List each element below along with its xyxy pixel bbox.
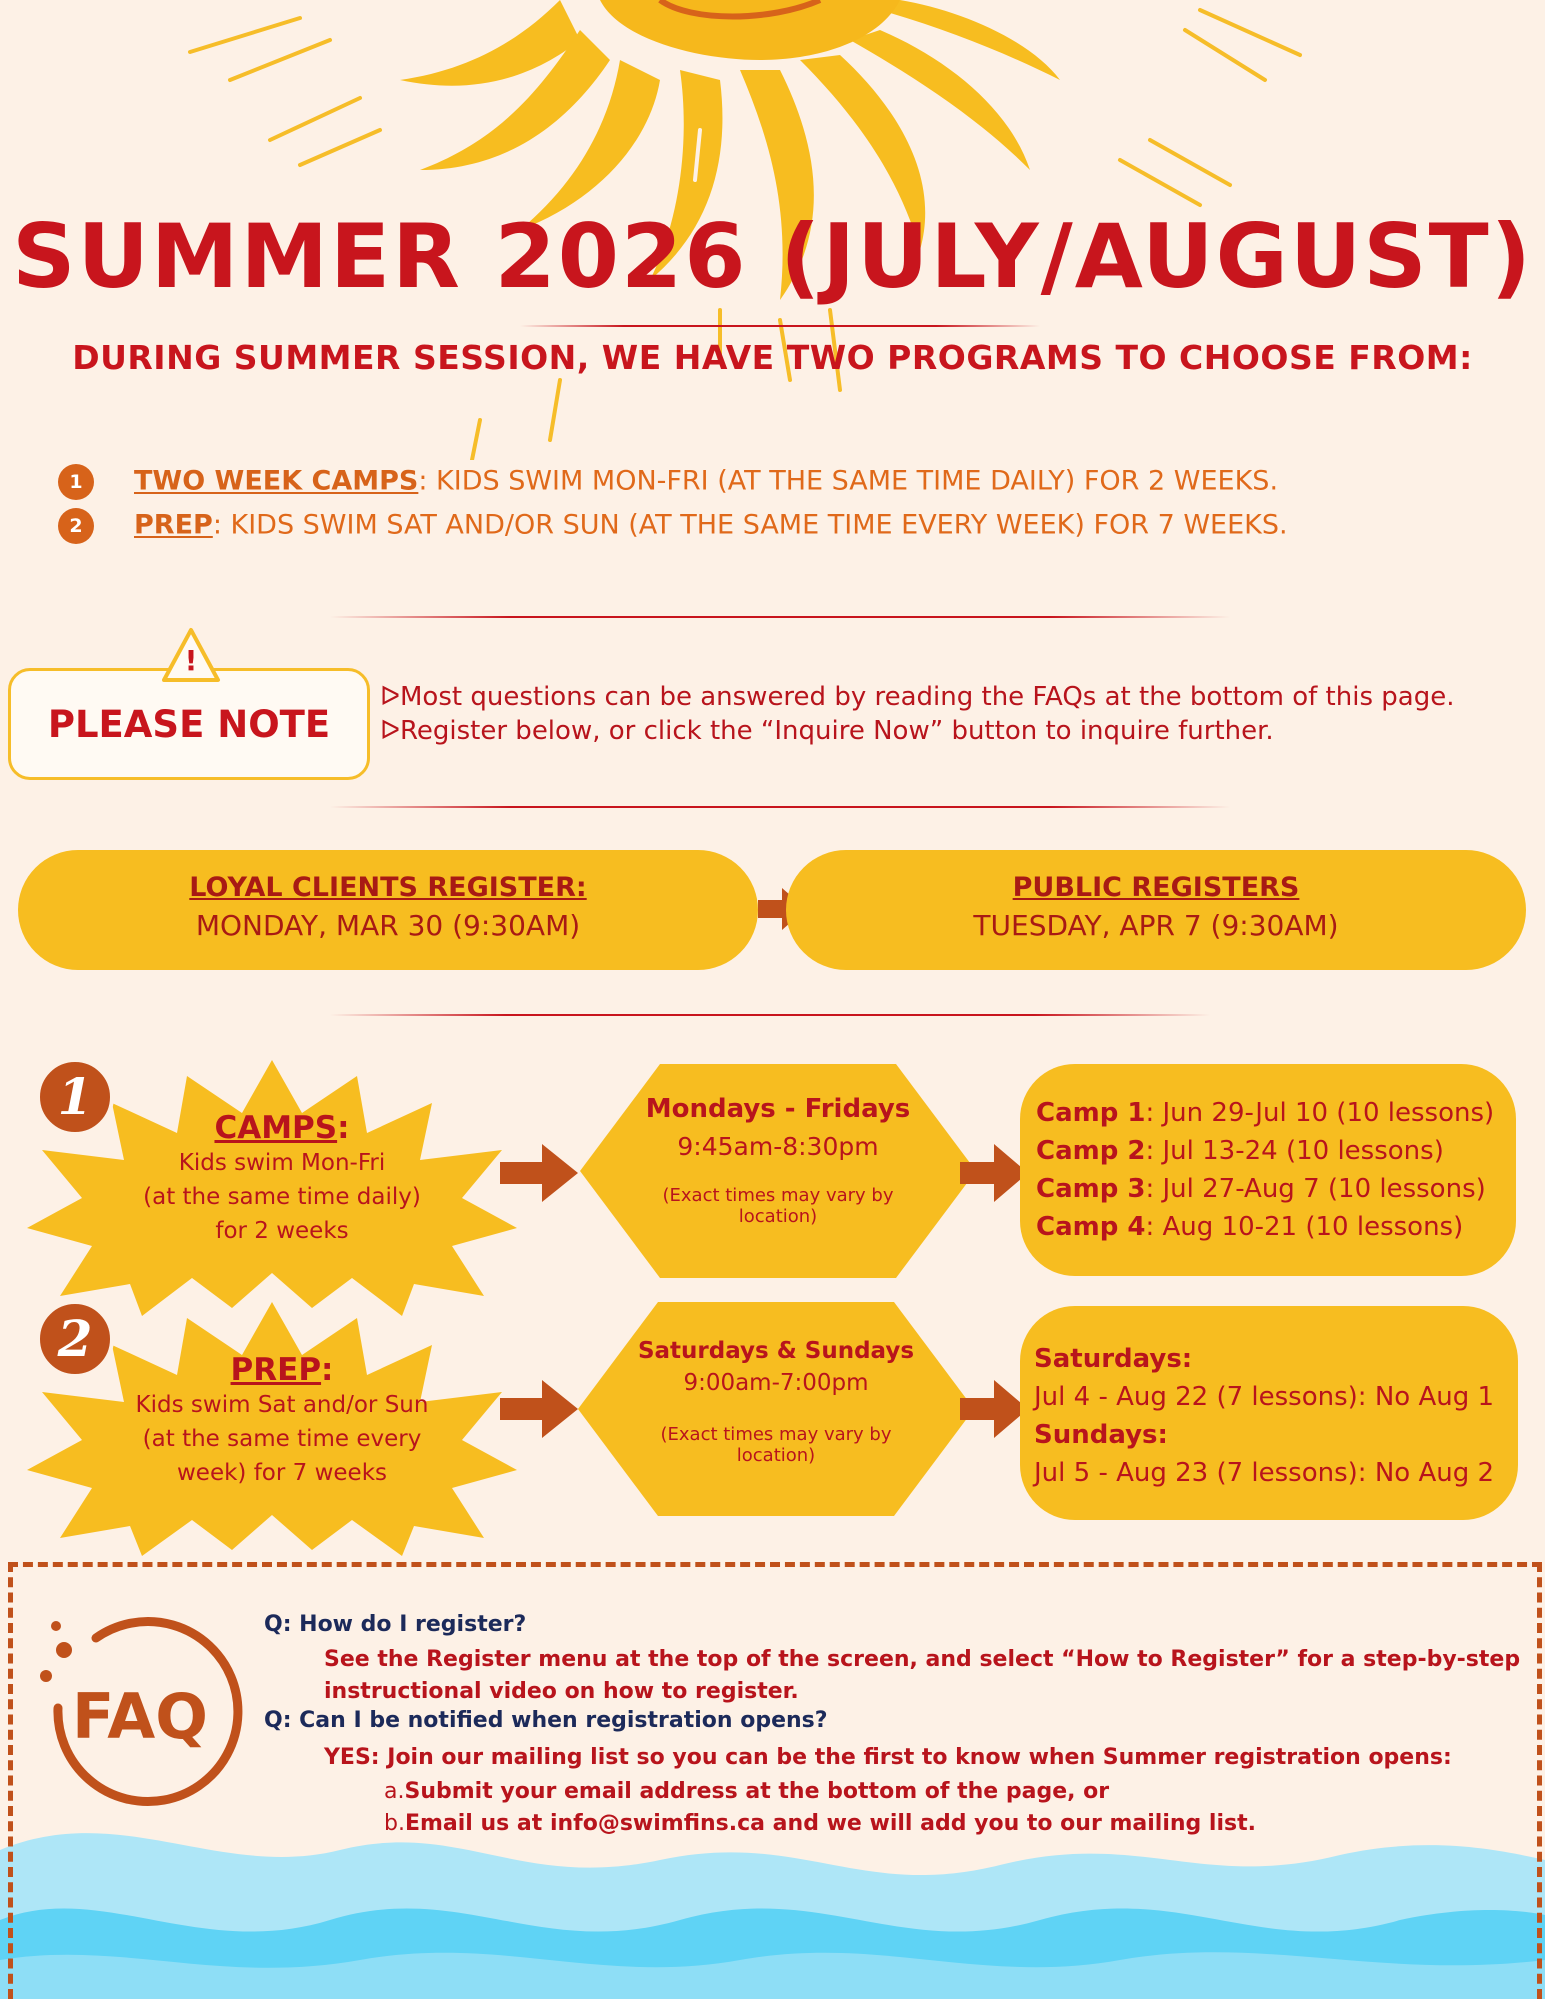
camp-session: Camp 1: Jun 29-Jul 10 (10 lessons)	[1036, 1098, 1495, 1128]
sundays-label: Sundays:	[1034, 1420, 1168, 1450]
camps-days: Mondays - Fridays	[645, 1094, 911, 1124]
camps-hours: 9:45am-8:30pm	[677, 1132, 879, 1161]
prep-hours: 9:00am-7:00pm	[683, 1370, 869, 1396]
faq-list-item: b.Email us at info@swimfins.ca and we will add you to our mailing list.	[384, 1811, 1256, 1836]
note-line: ᐅMost questions can be answered by reading the FAQs at the bottom of this page.	[380, 682, 1455, 712]
camps-schedule: Mondays - Fridays 9:45am-8:30pm (Exact times may vary by location)	[600, 1094, 956, 1227]
camp-session: Camp 2: Jul 13-24 (10 lessons)	[1036, 1136, 1444, 1166]
camps-title: CAMPS	[214, 1110, 338, 1146]
note-line: ᐅRegister below, or click the “Inquire Now” button to inquire further.	[380, 716, 1274, 746]
page-subtitle: DURING SUMMER SESSION, WE HAVE TWO PROGRAMS TO CHOOSE FROM:	[72, 338, 1473, 377]
prep-description: PREP: Kids swim Sat and/or Sun (at the same time every week) for 7 weeks	[135, 1352, 429, 1486]
section-divider	[330, 616, 1230, 618]
program-name: PREP	[134, 509, 213, 541]
faq-answer-notified: YES: Join our mailing list so you can be the first to know when Summer registration opens:	[324, 1745, 1452, 1770]
camps-description: CAMPS: Kids swim Mon-Fri (at the same time daily) for 2 weeks	[143, 1110, 421, 1244]
camps-sessions-box	[1020, 1064, 1516, 1276]
section-divider	[330, 806, 1230, 808]
program-item-prep	[58, 508, 1288, 544]
camps-caveat: (Exact times may vary by	[662, 1185, 894, 1206]
page-title: SUMMER 2026 (JULY/AUGUST)	[12, 205, 1533, 308]
program-desc: : KIDS SWIM MON-FRI (AT THE SAME TIME DAILY) FOR 2 WEEKS.	[418, 465, 1279, 497]
camps-number-badge: 1	[36, 1058, 114, 1136]
faq-question-register: Q: How do I register?	[264, 1612, 527, 1637]
public-register-heading: PUBLIC REGISTERS	[1012, 872, 1300, 903]
prep-title: PREP	[230, 1352, 322, 1388]
faq-list-item: a.Submit your email address at the bottom of the page, or	[384, 1779, 1110, 1804]
faq-badge	[20, 1598, 260, 1838]
warning-mark: !	[184, 644, 198, 677]
prep-sessions-box	[1020, 1306, 1518, 1520]
arrow-icon: ᐅ	[380, 682, 400, 712]
public-registers	[786, 850, 1526, 970]
camp-session: Camp 3: Jul 27-Aug 7 (10 lessons)	[1036, 1174, 1486, 1204]
program-name: TWO WEEK CAMPS	[134, 465, 419, 497]
public-register-date: TUESDAY, APR 7 (9:30AM)	[973, 909, 1339, 942]
faq-answer-list	[384, 1776, 1256, 1840]
title-divider	[520, 325, 1040, 327]
number-badge: 1	[58, 464, 94, 500]
prep-days: Saturdays & Sundays	[637, 1338, 915, 1364]
number-badge: 2	[58, 508, 94, 544]
faq-answer-register: See the Register menu at the top of the screen, and select “How to Register” for a step-by-step instructional video on how to register.	[324, 1647, 1521, 1704]
loyal-clients-register	[18, 850, 758, 970]
saturdays-dates: Jul 4 - Aug 22 (7 lessons): No Aug 1	[1034, 1382, 1495, 1412]
prep-schedule: Saturdays & Sundays 9:00am-7:00pm (Exact times may vary by location)	[598, 1338, 954, 1466]
warning-icon	[160, 626, 222, 684]
note-lines	[380, 680, 1454, 748]
prep-number-badge: 2	[36, 1300, 114, 1378]
loyal-register-heading: LOYAL CLIENTS REGISTER:	[189, 872, 587, 903]
loyal-register-date: MONDAY, MAR 30 (9:30AM)	[195, 909, 581, 942]
sundays-dates: Jul 5 - Aug 23 (7 lessons): No Aug 2	[1034, 1458, 1495, 1488]
arrow-right-icon	[500, 1142, 580, 1204]
faq-question-notified: Q: Can I be notified when registration opens?	[264, 1708, 828, 1733]
faq-badge-label: FAQ	[72, 1680, 208, 1753]
program-item-camps	[58, 464, 1278, 500]
prep-caveat: (Exact times may vary by	[660, 1424, 892, 1445]
please-note-label: PLEASE NOTE	[47, 703, 331, 746]
arrow-icon: ᐅ	[380, 716, 400, 746]
camp-session: Camp 4: Aug 10-21 (10 lessons)	[1036, 1212, 1464, 1242]
saturdays-label: Saturdays:	[1034, 1344, 1193, 1374]
section-divider	[330, 1014, 1210, 1016]
arrow-right-icon	[500, 1378, 580, 1440]
program-desc: : KIDS SWIM SAT AND/OR SUN (AT THE SAME TIME EVERY WEEK) FOR 7 WEEKS.	[212, 509, 1288, 541]
